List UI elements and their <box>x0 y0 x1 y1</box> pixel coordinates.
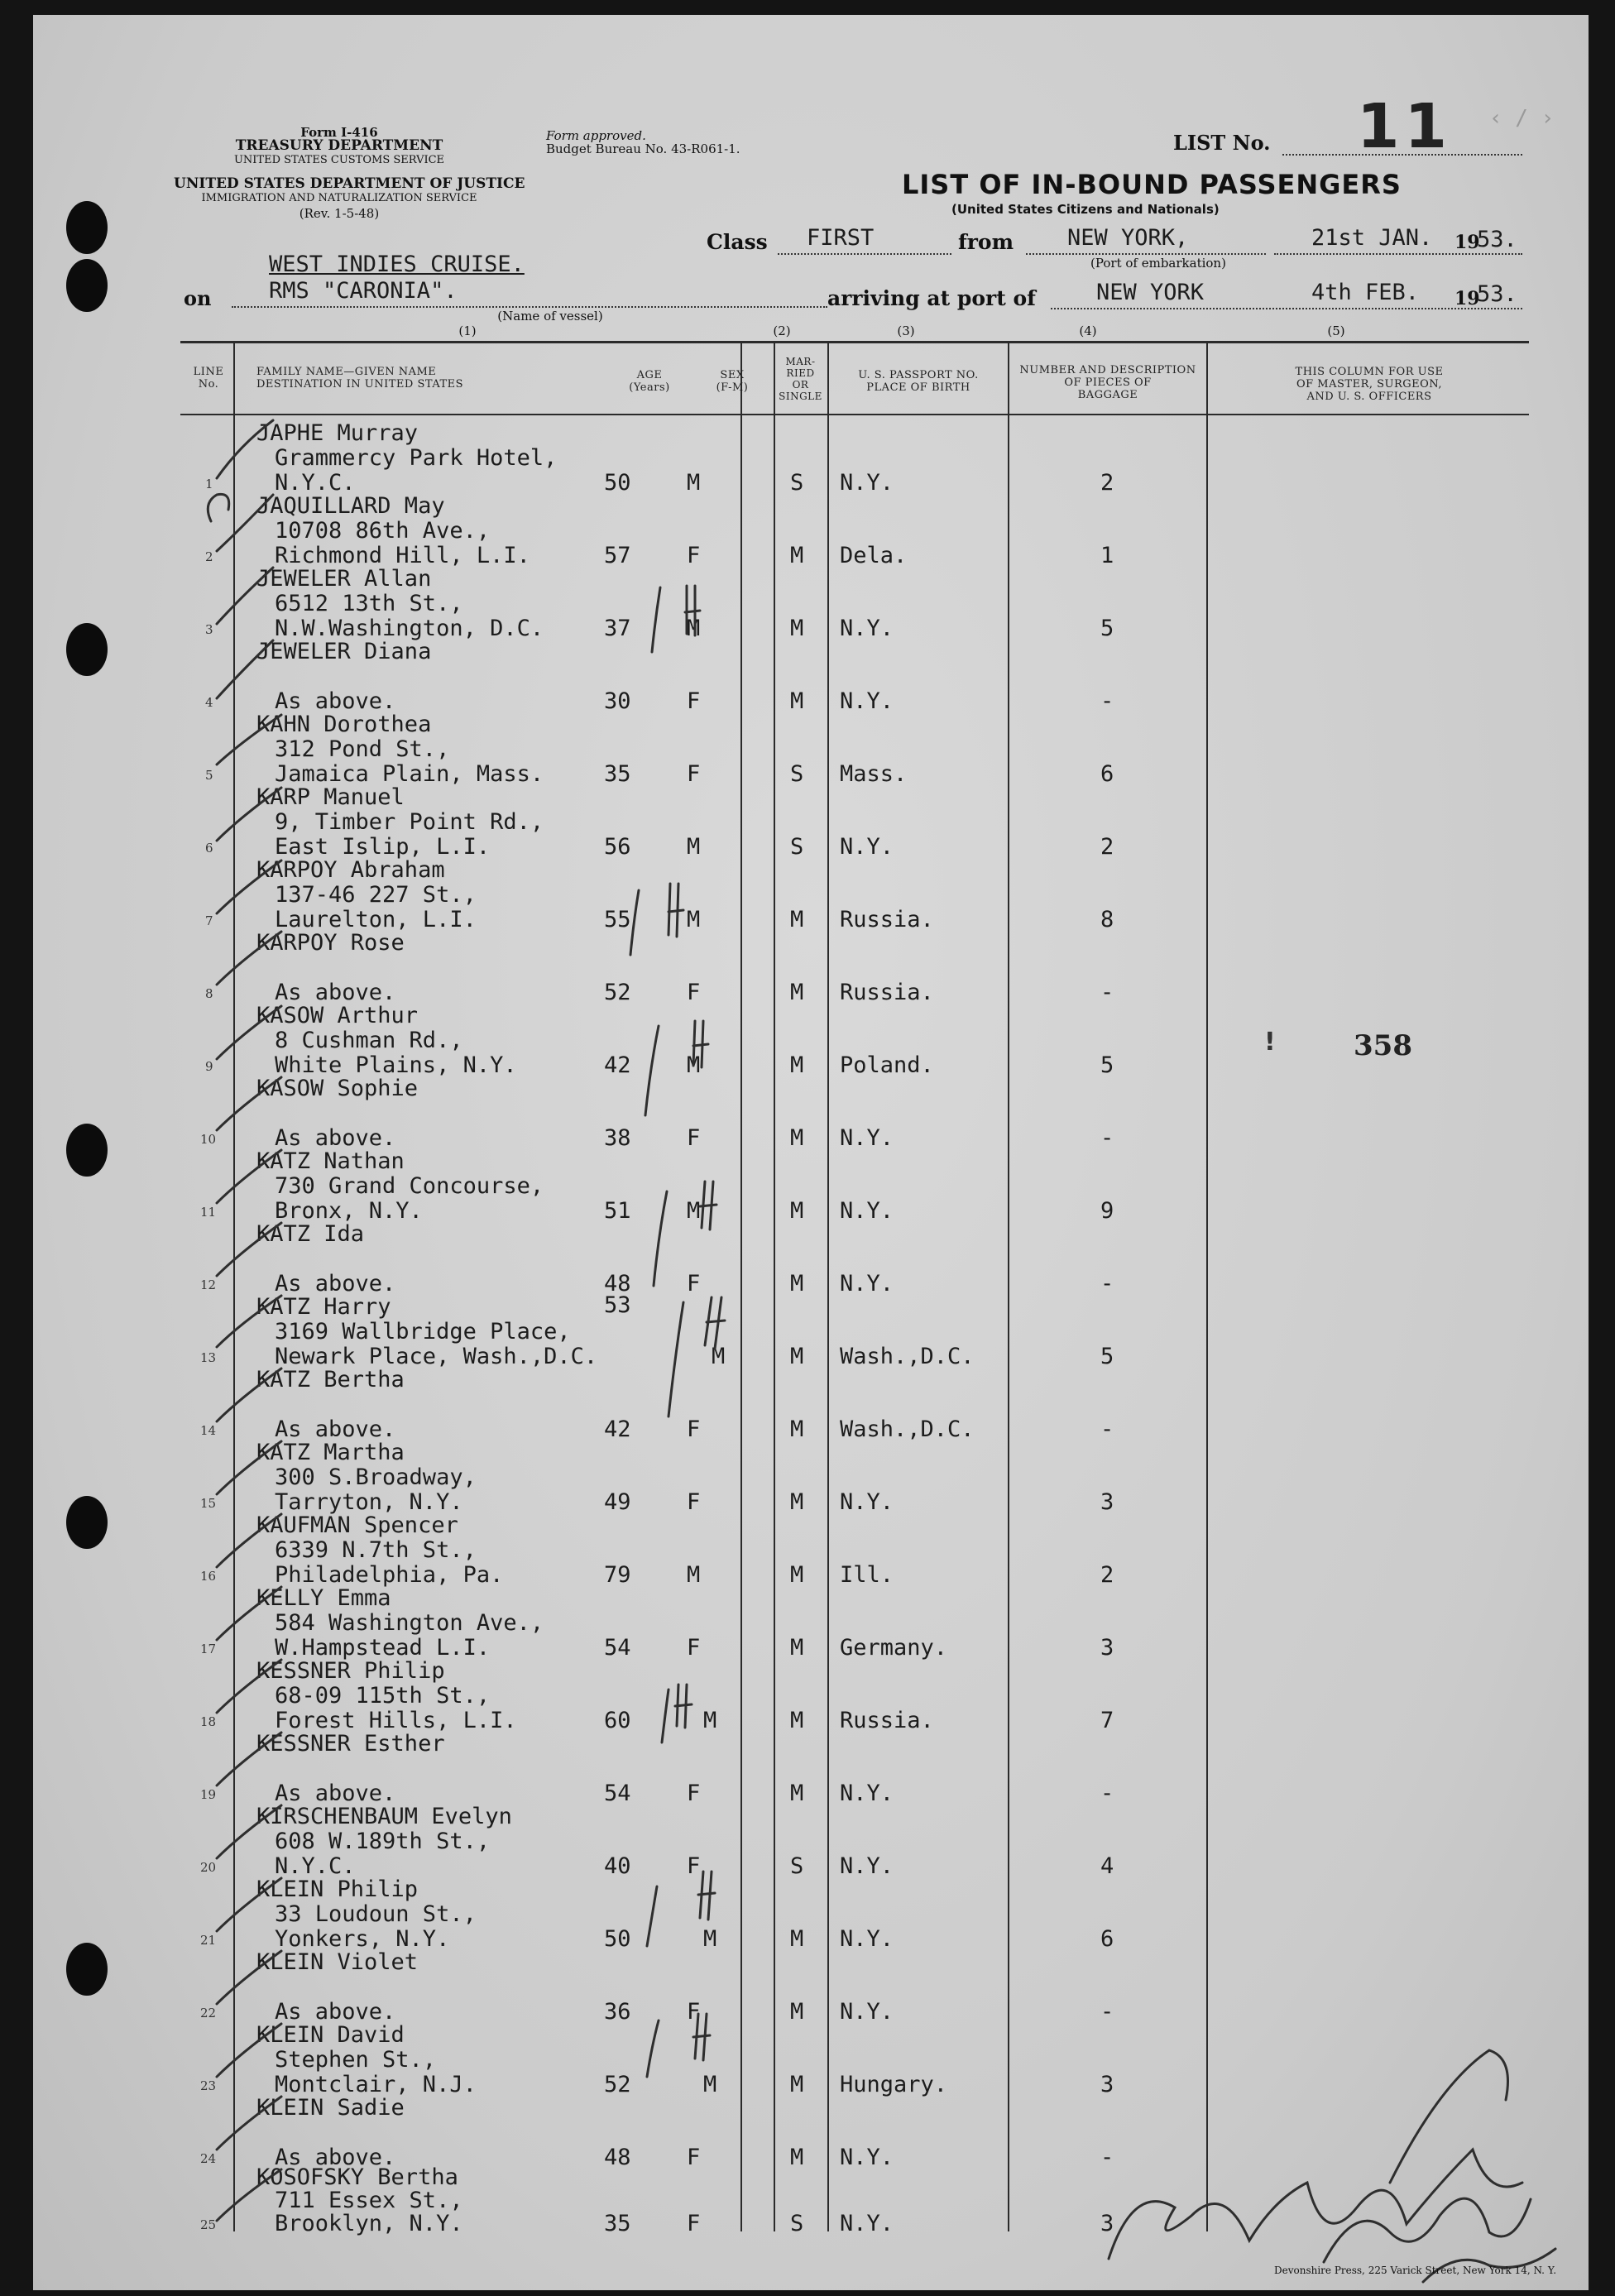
passenger-baggage: - <box>1100 1781 1114 1806</box>
passenger-destination: Jamaica Plain, Mass. <box>275 761 544 787</box>
passenger-address: 3169 Wallbridge Place, <box>275 1319 571 1345</box>
passenger-baggage: 2 <box>1100 470 1114 496</box>
line-number: 3 <box>205 622 213 637</box>
line-number: 18 <box>200 1714 217 1729</box>
passenger-age: 79 <box>604 1562 631 1588</box>
passenger-address: 6339 N.7th St., <box>275 1537 477 1563</box>
passenger-address: 312 Pond St., <box>275 736 450 762</box>
passenger-age: 40 <box>604 1853 631 1879</box>
colnum-3: (3) <box>897 324 915 338</box>
passenger-marital: S <box>790 761 804 787</box>
passenger-name: KATZ Ida <box>256 1221 365 1247</box>
passenger-sex: F <box>687 2145 701 2170</box>
cruise-name: WEST INDIES CRUISE. <box>269 252 525 277</box>
passenger-baggage: - <box>1100 688 1114 714</box>
passenger-marital: M <box>790 1562 804 1588</box>
passenger-marital: M <box>790 1125 804 1151</box>
justice-label: UNITED STATES DEPARTMENT OF JUSTICE <box>174 175 525 192</box>
passenger-birthplace: N.Y. <box>840 688 894 714</box>
line-number: 11 <box>200 1205 217 1220</box>
passenger-birthplace: Mass. <box>840 761 908 787</box>
depart-date: 21st JAN. <box>1311 225 1433 251</box>
passenger-marital: M <box>790 1416 804 1442</box>
passenger-name: KARPOY Rose <box>256 930 405 956</box>
line-number: 25 <box>200 2217 217 2232</box>
passenger-name: JEWELER Allan <box>256 566 432 592</box>
passenger-sex: F <box>687 1271 701 1297</box>
passenger-name: KLEIN Violet <box>256 1949 419 1975</box>
passenger-name: JAQUILLARD May <box>256 493 445 519</box>
passenger-birthplace: Poland. <box>840 1052 934 1078</box>
passenger-marital: M <box>790 980 804 1005</box>
passenger-age: 30 <box>604 688 631 714</box>
passenger-age: 54 <box>604 1635 631 1661</box>
passenger-birthplace: Germany. <box>840 1635 948 1661</box>
passenger-birthplace: N.Y. <box>840 2145 894 2170</box>
pencil-mark: ‹ / › <box>1489 106 1555 131</box>
passenger-age: 50 <box>604 470 631 496</box>
passenger-sex: F <box>687 1635 701 1661</box>
passenger-marital: M <box>790 543 804 568</box>
list-no-value: 11 <box>1357 91 1452 162</box>
ins-label: IMMIGRATION AND NATURALIZATION SERVICE <box>201 192 477 204</box>
passenger-marital: M <box>790 1999 804 2025</box>
budget-bureau: Budget Bureau No. 43-R061-1. <box>546 141 740 156</box>
passenger-sex: F <box>687 980 701 1005</box>
passenger-address: 68-09 115th St., <box>275 1683 491 1709</box>
passenger-age: 48 <box>604 1271 631 1297</box>
passenger-destination: East Islip, L.I. <box>275 834 491 860</box>
passenger-baggage: 5 <box>1100 1052 1114 1078</box>
passenger-baggage: 6 <box>1100 1926 1114 1952</box>
colhead-name-2: DESTINATION IN UNITED STATES <box>256 378 464 391</box>
passenger-name: KESSNER Philip <box>256 1658 445 1684</box>
line-number: 13 <box>200 1350 217 1365</box>
passenger-address: 300 S.Broadway, <box>275 1464 477 1490</box>
passenger-age: 42 <box>604 1052 631 1078</box>
passenger-sex: M <box>687 470 701 496</box>
line-number: 14 <box>200 1423 217 1438</box>
passenger-age: 36 <box>604 1999 631 2025</box>
line-number: 8 <box>205 986 213 1001</box>
passenger-birthplace: N.Y. <box>840 1781 894 1806</box>
passenger-birthplace: N.Y. <box>840 1198 894 1224</box>
passenger-name: KESSNER Esther <box>256 1731 445 1757</box>
passenger-name: KLEIN Sadie <box>256 2095 405 2121</box>
line-number: 17 <box>200 1642 217 1656</box>
passenger-sex: F <box>687 1781 701 1806</box>
colnum-2: (2) <box>773 324 791 338</box>
passenger-destination: As above. <box>275 688 396 714</box>
line-number: 24 <box>200 2151 217 2166</box>
passenger-age: 53 <box>604 1292 631 1318</box>
passenger-address: 8 Cushman Rd., <box>275 1028 463 1053</box>
list-no-label: LIST No. <box>1173 131 1271 155</box>
passenger-destination: Philadelphia, Pa. <box>275 1562 504 1588</box>
colhead-name-1: FAMILY NAME—GIVEN NAME <box>256 366 437 378</box>
passenger-name: KLEIN David <box>256 2022 405 2048</box>
colhead-baggage-1: NUMBER AND DESCRIPTION <box>1019 364 1196 376</box>
passenger-age: 54 <box>604 1781 631 1806</box>
passenger-address: 711 Essex St., <box>275 2188 463 2213</box>
passenger-marital: M <box>790 688 804 714</box>
passenger-destination: Newark Place, Wash.,D.C. <box>275 1344 598 1369</box>
colhead-passport-2: PLACE OF BIRTH <box>866 381 970 394</box>
colnum-5: (5) <box>1327 324 1345 338</box>
passenger-marital: M <box>790 907 804 932</box>
passenger-marital: M <box>790 1635 804 1661</box>
line-number: 6 <box>205 841 213 856</box>
passenger-age: 57 <box>604 543 631 568</box>
colhead-married-4: SINGLE <box>779 391 822 402</box>
arriving-label: arriving at port of <box>827 286 1036 310</box>
line-number: 23 <box>200 2078 217 2093</box>
colnum-4: (4) <box>1079 324 1097 338</box>
revision-label: (Rev. 1-5-48) <box>299 206 380 221</box>
passenger-age: 55 <box>604 907 631 932</box>
passenger-address: 137-46 227 St., <box>275 882 477 908</box>
passenger-sex: F <box>687 543 701 568</box>
line-number: 20 <box>200 1860 217 1875</box>
passenger-age: 49 <box>604 1489 631 1515</box>
passenger-name: KLEIN Philip <box>256 1877 419 1902</box>
line-number: 12 <box>200 1277 217 1292</box>
passenger-name: KAUFMAN Spencer <box>256 1512 458 1538</box>
passenger-marital: M <box>790 1198 804 1224</box>
passenger-marital: M <box>790 1708 804 1733</box>
passenger-destination: As above. <box>275 1781 396 1806</box>
passenger-age: 60 <box>604 1708 631 1733</box>
passenger-name: KASOW Sophie <box>256 1076 419 1101</box>
depart-year-prefix: 19 <box>1454 232 1480 253</box>
passenger-marital: M <box>790 2145 804 2170</box>
passenger-baggage: - <box>1100 1416 1114 1442</box>
passenger-baggage: 2 <box>1100 1562 1114 1588</box>
passenger-age: 42 <box>604 1416 631 1442</box>
passenger-age: 50 <box>604 1926 631 1952</box>
passenger-destination: Montclair, N.J. <box>275 2072 477 2097</box>
class-label: Class <box>707 230 768 254</box>
from-value: NEW YORK, <box>1067 225 1189 251</box>
passenger-baggage: - <box>1100 980 1114 1005</box>
colhead-line-2: No. <box>198 378 219 391</box>
passenger-birthplace: Russia. <box>840 980 934 1005</box>
passenger-birthplace: Dela. <box>840 543 908 568</box>
passenger-marital: S <box>790 834 804 860</box>
passenger-age: 35 <box>604 2211 631 2236</box>
passenger-baggage: 9 <box>1100 1198 1114 1224</box>
passenger-destination: Bronx, N.Y. <box>275 1198 423 1224</box>
passenger-birthplace: Russia. <box>840 1708 934 1733</box>
colhead-passport-1: U. S. PASSPORT NO. <box>858 369 979 381</box>
passenger-name: KOSOFSKY Bertha <box>256 2164 458 2190</box>
passenger-birthplace: Ill. <box>840 1562 894 1588</box>
passenger-age: 37 <box>604 616 631 641</box>
officer-note: 358 <box>1354 1029 1412 1062</box>
passenger-sex: M <box>687 616 701 641</box>
passenger-name: KASOW Arthur <box>256 1003 419 1028</box>
passenger-age: 51 <box>604 1198 631 1224</box>
passenger-sex: M <box>703 1926 717 1952</box>
passenger-sex: F <box>687 1125 701 1151</box>
passenger-name: KATZ Harry <box>256 1294 391 1320</box>
passenger-baggage: 7 <box>1100 1708 1114 1733</box>
passenger-destination: As above. <box>275 980 396 1005</box>
passenger-address: 608 W.189th St., <box>275 1829 491 1854</box>
passenger-destination: As above. <box>275 1999 396 2025</box>
passenger-baggage: - <box>1100 1125 1114 1151</box>
passenger-address: 6512 13th St., <box>275 591 463 616</box>
passenger-birthplace: Russia. <box>840 907 934 932</box>
passenger-marital: M <box>790 616 804 641</box>
passenger-marital: M <box>790 1781 804 1806</box>
passenger-baggage: 3 <box>1100 1489 1114 1515</box>
passenger-baggage: 1 <box>1100 543 1114 568</box>
passenger-birthplace: N.Y. <box>840 2211 894 2236</box>
passenger-sex: F <box>687 2211 701 2236</box>
passenger-sex: M <box>687 1052 701 1078</box>
passenger-name: KATZ Nathan <box>256 1148 405 1174</box>
passenger-marital: M <box>790 1489 804 1515</box>
passenger-baggage: 3 <box>1100 2211 1114 2236</box>
colhead-married-3: OR <box>792 379 809 391</box>
passenger-name: KATZ Martha <box>256 1440 405 1465</box>
passenger-address: 10708 86th Ave., <box>275 518 491 544</box>
line-number: 2 <box>205 549 213 564</box>
pen-annotations <box>33 15 1589 2290</box>
line-number: 9 <box>205 1059 213 1074</box>
passenger-birthplace: N.Y. <box>840 1489 894 1515</box>
passenger-address: 730 Grand Concourse, <box>275 1173 544 1199</box>
arrival-port: NEW YORK <box>1096 280 1205 305</box>
passenger-destination: As above. <box>275 1271 396 1297</box>
arrival-year-prefix: 19 <box>1454 288 1480 309</box>
form-number: Form I-416 <box>300 125 378 140</box>
vessel-name: RMS "CARONIA". <box>269 278 458 304</box>
passenger-destination: As above. <box>275 1416 396 1442</box>
line-number: 1 <box>205 477 213 491</box>
form-title: LIST OF IN-BOUND PASSENGERS <box>902 169 1402 200</box>
passenger-destination: W.Hampstead L.I. <box>275 1635 491 1661</box>
passenger-baggage: - <box>1100 1999 1114 2025</box>
passenger-sex: F <box>687 688 701 714</box>
colhead-officers-3: AND U. S. OFFICERS <box>1306 391 1432 403</box>
passenger-age: 35 <box>604 761 631 787</box>
colhead-sex-2: (F-M) <box>716 381 749 394</box>
passenger-marital: M <box>790 1052 804 1078</box>
passenger-destination: Forest Hills, L.I. <box>275 1708 517 1733</box>
passenger-birthplace: N.Y. <box>840 616 894 641</box>
form-subtitle: (United States Citizens and Nationals) <box>951 202 1220 217</box>
passenger-age: 52 <box>604 2072 631 2097</box>
colnum-1: (1) <box>458 324 477 338</box>
line-number: 21 <box>200 1933 217 1948</box>
passenger-birthplace: N.Y. <box>840 834 894 860</box>
passenger-birthplace: N.Y. <box>840 1926 894 1952</box>
passenger-name: JEWELER Diana <box>256 639 432 664</box>
passenger-birthplace: Hungary. <box>840 2072 948 2097</box>
colhead-sex-1: SEX <box>720 369 745 381</box>
class-value: FIRST <box>807 225 875 251</box>
manifest-sheet <box>33 15 1589 2290</box>
passenger-destination: N.Y.C. <box>275 470 356 496</box>
line-number: 16 <box>200 1569 217 1584</box>
passenger-birthplace: N.Y. <box>840 470 894 496</box>
printer-imprint: Devonshire Press, 225 Varick Street, New York 14, N. Y. <box>1274 2265 1557 2276</box>
colhead-married-1: MAR- <box>785 356 816 367</box>
passenger-sex: F <box>687 1999 701 2025</box>
passenger-name: JAPHE Murray <box>256 420 419 446</box>
passenger-age: 48 <box>604 2145 631 2170</box>
passenger-name: KATZ Bertha <box>256 1367 405 1392</box>
passenger-sex: F <box>687 1416 701 1442</box>
treasury-label: TREASURY DEPARTMENT <box>235 137 443 154</box>
passenger-sex: M <box>703 2072 717 2097</box>
passenger-destination: Tarryton, N.Y. <box>275 1489 463 1515</box>
passenger-age: 52 <box>604 980 631 1005</box>
passenger-age: 56 <box>604 834 631 860</box>
passenger-destination: N.W.Washington, D.C. <box>275 616 544 641</box>
passenger-marital: M <box>790 1926 804 1952</box>
passenger-destination: Yonkers, N.Y. <box>275 1926 450 1952</box>
customs-label: UNITED STATES CUSTOMS SERVICE <box>233 154 445 166</box>
line-number: 7 <box>205 913 213 928</box>
passenger-birthplace: Wash.,D.C. <box>840 1416 975 1442</box>
passenger-address: 33 Loudoun St., <box>275 1901 477 1927</box>
passenger-baggage: 5 <box>1100 1344 1114 1369</box>
line-number: 4 <box>205 695 213 710</box>
passenger-name: KIRSCHENBAUM Evelyn <box>256 1804 512 1829</box>
colhead-age-1: AGE <box>636 369 663 381</box>
passenger-destination: White Plains, N.Y. <box>275 1052 517 1078</box>
passenger-address: Stephen St., <box>275 2047 437 2073</box>
colhead-baggage-2: OF PIECES OF <box>1064 376 1152 389</box>
passenger-baggage: 2 <box>1100 834 1114 860</box>
passenger-sex: M <box>712 1344 726 1369</box>
passenger-age: 38 <box>604 1125 631 1151</box>
colhead-officers-2: OF MASTER, SURGEON, <box>1296 378 1442 391</box>
passenger-baggage: 6 <box>1100 761 1114 787</box>
passenger-sex: M <box>687 1198 701 1224</box>
passenger-name: KARP Manuel <box>256 784 405 810</box>
passenger-baggage: 5 <box>1100 616 1114 641</box>
port-embark-label: (Port of embarkation) <box>1090 256 1226 271</box>
passenger-name: KAHN Dorothea <box>256 712 432 737</box>
line-number: 22 <box>200 2006 217 2020</box>
passenger-marital: M <box>790 1344 804 1369</box>
passenger-birthplace: N.Y. <box>840 1125 894 1151</box>
passenger-destination: N.Y.C. <box>275 1853 356 1879</box>
line-number: 15 <box>200 1496 217 1511</box>
passenger-address: 9, Timber Point Rd., <box>275 809 544 835</box>
arrival-year: 53. <box>1477 281 1517 307</box>
passenger-destination: As above. <box>275 1125 396 1151</box>
passenger-address: Grammercy Park Hotel, <box>275 445 558 471</box>
line-number: 10 <box>200 1132 217 1147</box>
passenger-birthplace: N.Y. <box>840 1271 894 1297</box>
passenger-sex: M <box>703 1708 717 1733</box>
passenger-sex: M <box>687 1562 701 1588</box>
passenger-birthplace: Wash.,D.C. <box>840 1344 975 1369</box>
passenger-marital: M <box>790 2072 804 2097</box>
passenger-baggage: 3 <box>1100 1635 1114 1661</box>
passenger-marital: M <box>790 1271 804 1297</box>
passenger-baggage: 3 <box>1100 2072 1114 2097</box>
line-number: 19 <box>200 1787 217 1802</box>
colhead-age-2: (Years) <box>629 381 670 394</box>
passenger-sex: F <box>687 1489 701 1515</box>
passenger-name: KELLY Emma <box>256 1585 391 1611</box>
from-label: from <box>958 230 1014 254</box>
passenger-sex: F <box>687 761 701 787</box>
passenger-marital: S <box>790 2211 804 2236</box>
passenger-marital: S <box>790 470 804 496</box>
passenger-sex: F <box>687 1853 701 1879</box>
depart-year: 53. <box>1477 227 1517 252</box>
colhead-baggage-3: BAGGAGE <box>1077 389 1138 401</box>
colhead-married-2: RIED <box>786 367 815 379</box>
on-label: on <box>184 286 212 310</box>
passenger-name: KARPOY Abraham <box>256 857 445 883</box>
passenger-baggage: 8 <box>1100 907 1114 932</box>
passenger-destination: As above. <box>275 2145 396 2170</box>
passenger-sex: M <box>687 907 701 932</box>
passenger-baggage: - <box>1100 2145 1114 2170</box>
officer-note-mark: ! <box>1264 1028 1276 1057</box>
passenger-destination: Brooklyn, N.Y. <box>275 2211 463 2236</box>
passenger-destination: Laurelton, L.I. <box>275 907 477 932</box>
colhead-officers-1: THIS COLUMN FOR USE <box>1295 366 1444 378</box>
passenger-baggage: 4 <box>1100 1853 1114 1879</box>
passenger-sex: M <box>687 834 701 860</box>
passenger-marital: S <box>790 1853 804 1879</box>
line-number: 5 <box>205 768 213 783</box>
passenger-birthplace: N.Y. <box>840 1999 894 2025</box>
passenger-birthplace: N.Y. <box>840 1853 894 1879</box>
form-approved: Form approved. <box>546 128 646 143</box>
colhead-line-1: LINE <box>193 366 224 378</box>
passenger-address: 584 Washington Ave., <box>275 1610 544 1636</box>
passenger-destination: Richmond Hill, L.I. <box>275 543 530 568</box>
passenger-baggage: - <box>1100 1271 1114 1297</box>
vessel-caption: (Name of vessel) <box>497 309 603 324</box>
arrival-date: 4th FEB. <box>1311 280 1420 305</box>
